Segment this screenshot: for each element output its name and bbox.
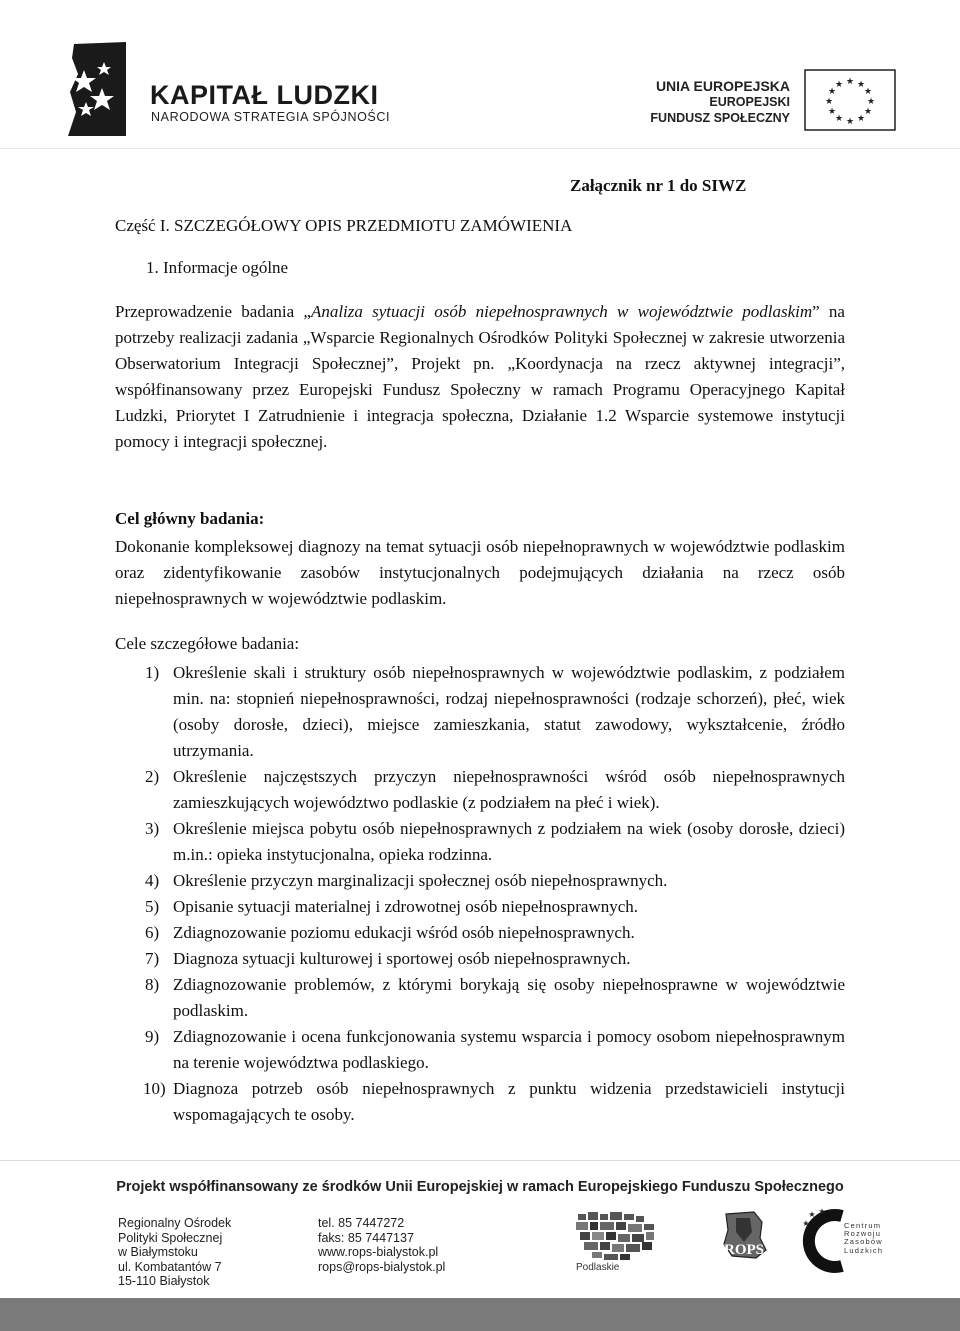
svg-text:★: ★ bbox=[834, 80, 844, 90]
logo-subtitle: NARODOWA STRATEGIA SPÓJNOŚCI bbox=[151, 110, 391, 124]
list-item bbox=[115, 894, 845, 920]
list-item bbox=[115, 1076, 845, 1128]
svg-text:★: ★ bbox=[863, 107, 873, 117]
crzl-line: Centrum bbox=[844, 1221, 882, 1230]
list-item bbox=[115, 764, 845, 816]
list-item-text: Określenie przyczyn marginalizacji społecznej osób niepełnosprawnych. bbox=[173, 871, 668, 890]
svg-text:★: ★ bbox=[824, 97, 834, 107]
list-item-number: 4) bbox=[145, 871, 160, 890]
part-title: Część I. SZCZEGÓŁOWY OPIS PRZEDMIOTU ZAMÓWIENIA bbox=[115, 216, 573, 235]
logo-title: KAPITAŁ LUDZKI bbox=[150, 80, 379, 110]
svg-text:★: ★ bbox=[866, 97, 876, 107]
footer-contact bbox=[318, 1216, 445, 1274]
svg-text:★: ★ bbox=[863, 87, 873, 97]
intro-paragraph bbox=[115, 299, 845, 455]
list-item bbox=[115, 972, 845, 1024]
crzl-line: Ludzkich bbox=[844, 1245, 884, 1255]
list-item bbox=[115, 868, 845, 894]
rops-logo-icon bbox=[706, 1208, 782, 1268]
list-item bbox=[115, 1024, 845, 1076]
annex-label: Załącznik nr 1 do SIWZ bbox=[570, 176, 747, 195]
contact-email: rops@rops-bialystok.pl bbox=[318, 1259, 446, 1274]
footer-title: Projekt współfinansowany ze środków Unii Europejskiej w ramach Europejskiego Funduszu Społecznego bbox=[116, 1179, 844, 1195]
specific-goals-heading: Cele szczegółowe badania: bbox=[115, 634, 300, 653]
intro-text-after: ” na potrzeby realizacji zadania „Wsparcie Regionalnych Ośrodków Polityki Społecznej w zakresie utworzenia Obserwatorium Integracji Społecznej”, Projekt pn. „Koordynacja na rzecz aktywnej integracji”, współfinansowany przez Europejski Fundusz Społeczny w ramach Programu Operacyjnego Kapitał Ludzki, Priorytet I Zatrudnienie i integracja społeczna, Działanie 1.2 Wsparcie systemowe instytucji pomocy i integracji społecznej. bbox=[115, 302, 845, 451]
eu-label bbox=[640, 78, 790, 126]
main-goal-text: Dokonanie kompleksowej diagnozy na temat sytuacji osób niepełnoprawnych w województwie podlaskim oraz zidentyfikowanie zasobów instytucjonalnych podejmujących działania na rzecz osób niepełnosprawnych w województwie podlaskim. bbox=[115, 537, 845, 608]
list-item-number: 3) bbox=[145, 819, 160, 838]
list-item-text: Określenie najczęstszych przyczyn niepełnosprawności wśród osób niepełnosprawnych zamieszkujących województwo podlaskie (z podziałem na płeć i wiek). bbox=[173, 767, 845, 812]
footer-divider bbox=[0, 1160, 960, 1161]
eu-label-line2: EUROPEJSKI bbox=[709, 95, 790, 109]
svg-text:★: ★ bbox=[802, 1219, 810, 1228]
address-line: Regionalny Ośrodek bbox=[118, 1216, 232, 1230]
rops-label: ROPS bbox=[723, 1242, 765, 1258]
list-item-text: Zdiagnozowanie poziomu edukacji wśród osób niepełnosprawnych. bbox=[173, 923, 635, 942]
list-item-text: Określenie miejsca pobytu osób niepełnosprawnych z podziałem na wiek (osoby dorosłe, dzieci) m.in.: opieka instytucjonalna, opieka rodzinna. bbox=[173, 819, 845, 864]
section-title: 1. Informacje ogólne bbox=[146, 258, 289, 277]
kapital-ludzki-logo-icon bbox=[66, 40, 128, 138]
list-item bbox=[115, 816, 845, 868]
svg-text:★: ★ bbox=[827, 107, 837, 117]
address-line: ul. Kombatantów 7 bbox=[118, 1259, 222, 1274]
list-item bbox=[115, 660, 845, 764]
contact-phone: tel. 85 7447272 bbox=[318, 1216, 405, 1230]
list-item-text: Określenie skali i struktury osób niepełnosprawnych w województwie podlaskim, z podziałem min. na: stopnień niepełnosprawności, rodzaj niepełnosprawności (rodzaje schorzeń), płeć, wiek (osoby dorosłe, dzieci), miejsce zamieszkania, statut zawodowy, wykształcenie, źródło utrzymania. bbox=[173, 663, 845, 760]
header-divider bbox=[0, 148, 960, 149]
list-item-text: Opisanie sytuacji materialnej i zdrowotnej osób niepełnosprawnych. bbox=[173, 897, 639, 916]
podlaskie-label: Podlaskie bbox=[576, 1262, 620, 1273]
svg-text:★: ★ bbox=[808, 1210, 816, 1219]
main-goal-heading: Cel główny badania: bbox=[115, 509, 265, 528]
list-item bbox=[115, 946, 845, 972]
svg-text:★: ★ bbox=[856, 80, 866, 90]
svg-text:★: ★ bbox=[827, 87, 837, 97]
eu-label-line3: FUNDUSZ SPOŁECZNY bbox=[650, 111, 790, 125]
intro-text-before: Przeprowadzenie badania „ bbox=[115, 302, 311, 321]
list-item-number: 6) bbox=[145, 923, 160, 942]
eu-flag-icon bbox=[804, 69, 896, 131]
address-line: Polityki Społecznej bbox=[118, 1230, 223, 1245]
footer-address bbox=[118, 1216, 231, 1289]
svg-text:★: ★ bbox=[845, 117, 855, 127]
crzl-line: Rozwoju bbox=[844, 1229, 882, 1239]
svg-text:★: ★ bbox=[834, 114, 844, 124]
list-item-number: 2) bbox=[145, 767, 160, 786]
list-item-number: 9) bbox=[145, 1027, 160, 1046]
eu-label-line1: UNIA EUROPEJSKA bbox=[655, 78, 790, 94]
list-item-number: 5) bbox=[145, 897, 160, 916]
list-item-text: Zdiagnozowanie i ocena funkcjonowania systemu wsparcia i pomocy osobom niepełnosprawnym na terenie województwa podlaskiego. bbox=[173, 1027, 845, 1072]
list-item-number: 7) bbox=[145, 949, 160, 968]
bottom-bar bbox=[0, 1298, 960, 1331]
svg-text:★: ★ bbox=[845, 77, 855, 87]
list-item-text: Diagnoza potrzeb osób niepełnosprawnych z punktu widzenia przedstawicieli instytucji wspomagających te osoby. bbox=[173, 1079, 845, 1124]
list-item bbox=[115, 920, 845, 946]
svg-text:★: ★ bbox=[856, 114, 866, 124]
crzl-text bbox=[844, 1222, 883, 1255]
contact-website: www.rops-bialystok.pl bbox=[318, 1245, 439, 1259]
list-item-number: 10) bbox=[143, 1079, 166, 1098]
list-item-text: Zdiagnozowanie problemów, z którymi borykają się osoby niepełnosprawne w województwie podlaskim. bbox=[173, 975, 845, 1020]
list-item-text: Diagnoza sytuacji kulturowej i sportowej osób niepełnosprawnych. bbox=[173, 949, 631, 968]
list-item-number: 1) bbox=[145, 663, 160, 682]
address-line: w Białymstoku bbox=[118, 1245, 198, 1259]
study-title: Analiza sytuacji osób niepełnosprawnych w województwie podlaskim bbox=[310, 302, 813, 321]
crzl-line: Zasobów bbox=[844, 1237, 883, 1247]
address-line: 15-110 Białystok bbox=[118, 1274, 210, 1288]
contact-fax: faks: 85 7447137 bbox=[318, 1230, 414, 1245]
list-item-number: 8) bbox=[145, 975, 160, 994]
specific-goals-list bbox=[115, 660, 845, 1128]
svg-text:★: ★ bbox=[818, 1208, 826, 1216]
